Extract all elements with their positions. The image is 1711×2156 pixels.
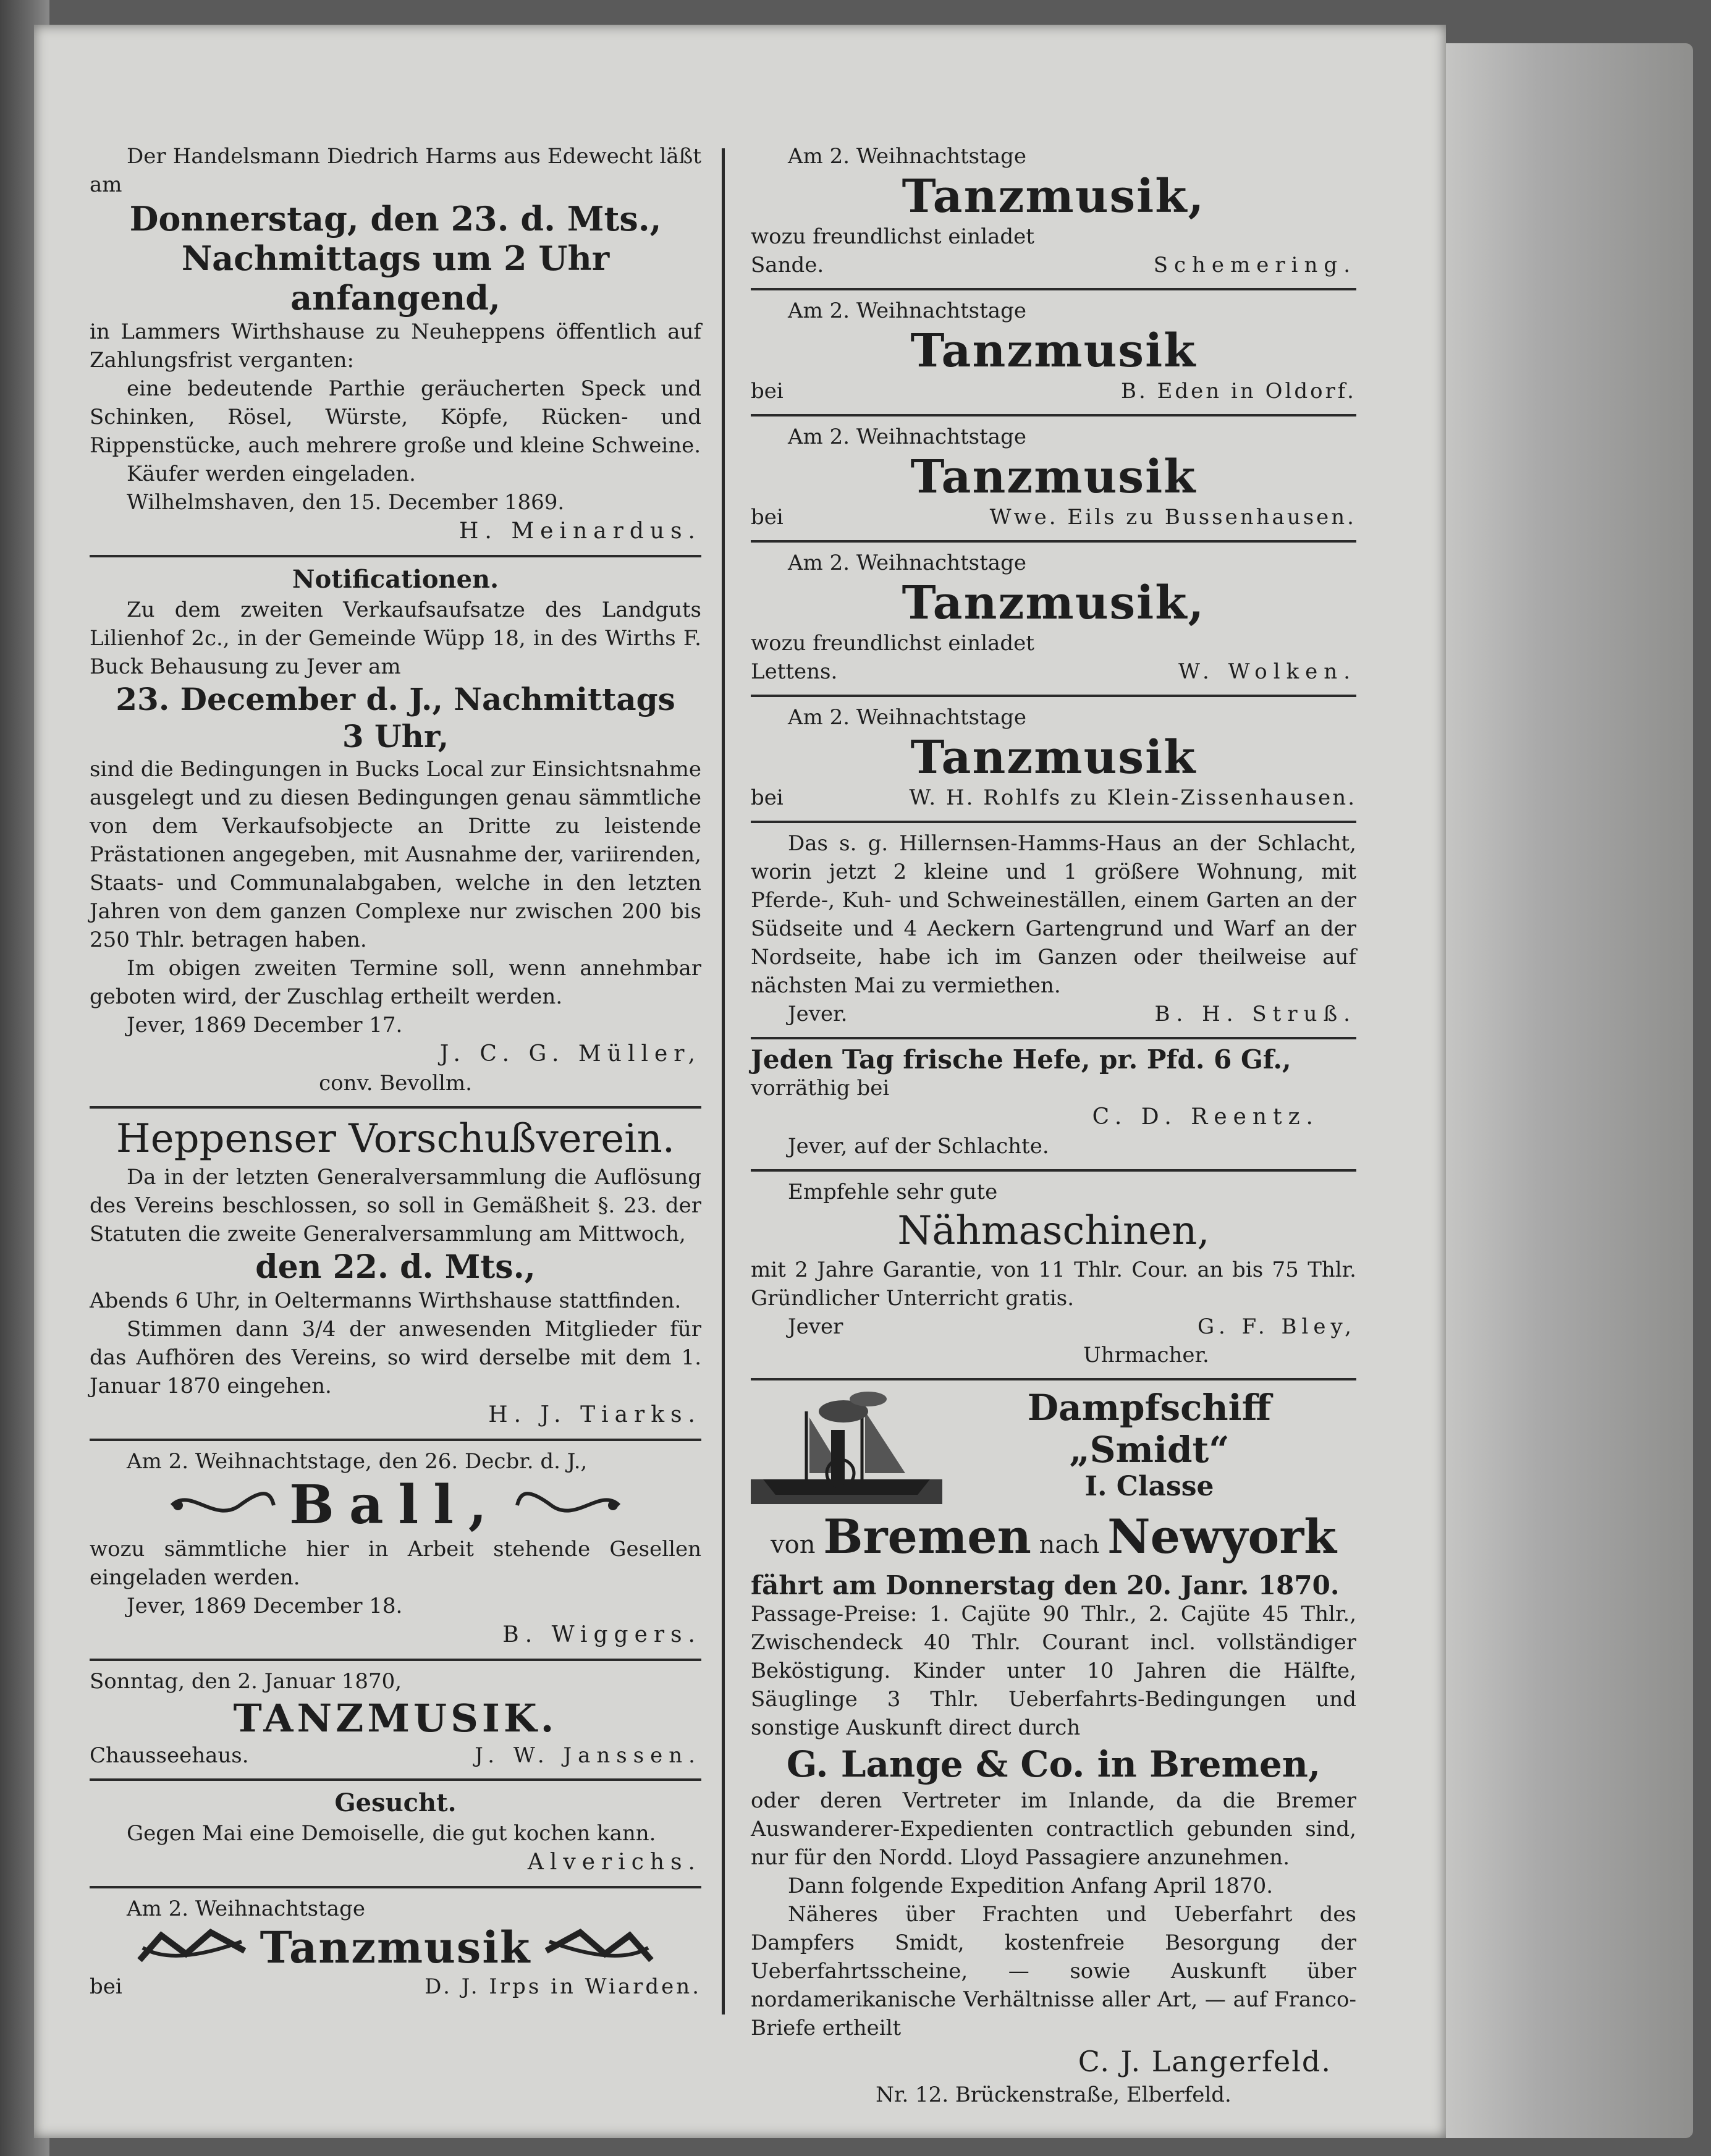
ad-place: Sande.	[751, 253, 824, 277]
ad-date: den 22. d. Mts.,	[255, 1248, 536, 1286]
ball-title-row	[90, 1476, 701, 1535]
ad-place: Jever	[788, 1314, 843, 1339]
ad-footer	[90, 1741, 701, 1770]
ad-date: 23. December d. J., Nachmittags	[116, 681, 675, 717]
steamer-next: Dann folgende Expedition Anfang April 1870.	[788, 1874, 1274, 1898]
ad-notificationen	[90, 557, 701, 1109]
steamer-prices: Passage-Preise: 1. Cajüte 90 Thlr., 2. Cajüte 45 Thlr., Zwischendeck 40 Thlr. Courant incl. vollständiger Beköstigung. Kinder unter 10 Jahren die Hälfte, Säuglinge 3 Thlr. Ueberfahrts-Bedingungen und sonstige Auskunft direct durch	[751, 1602, 1356, 1740]
ad-janssen	[90, 1661, 701, 1781]
ad-title: TANZMUSIK.	[233, 1696, 558, 1741]
ad-place-date: Jever, 1869 December 18.	[127, 1594, 403, 1618]
route-nach: nach	[1039, 1531, 1100, 1559]
left-column	[90, 136, 701, 2010]
flourish-left-icon	[166, 1481, 277, 1530]
steamer-header	[751, 1387, 1356, 1510]
ad-body: in Lammers Wirthshause zu Neuheppens öffentlich auf Zahlungsfrist verganten:	[90, 319, 701, 373]
steamer-name: „Smidt“	[1069, 1429, 1230, 1471]
ad-signature: Schemering.	[1153, 253, 1356, 277]
steamer-info: Näheres über Frachten und Ueberfahrt des Dampfers Smidt, kostenfreie Besorgung der Ueberfahrtsscheine, — sowie Auskunft über nordamerikanische Verhältnisse aller Art, — auf Franco-Briefe ertheilt	[751, 1902, 1356, 2040]
ad-intro: Sonntag, den 2. Januar 1870,	[90, 1669, 402, 1694]
ad-title: Tanzmusik	[910, 450, 1197, 504]
ad-body: Das s. g. Hillernsen-Hamms-Haus an der Schlacht, worin jetzt 2 kleine und 1 größere Wohnung, mit Pferde-, Kuh- und Schweineställen, einem Garten an der Südseite und 4 Aeckern Gartengrund und Warf an der Nordseite, habe ich im Ganzen oder theilweise auf nächsten Mai zu vermiethen.	[751, 831, 1356, 998]
ad-signature: Wwe. Eils zu Bussenhausen.	[989, 505, 1356, 530]
ad-body: sind die Bedingungen in Bucks Local zur Einsichtsnahme ausgelegt und zu diesen Bedingungen genau sämmtliche von dem Verkaufsobjecte an Dritte zu leistende Prästationen angegeben, mit Ausnahme der, variirenden, Staats- und Communalabgaben, welche in den letzten Jahren von dem ganzen Complexe nur zwischen 200 bis 250 Thlr. betragen haben.	[90, 757, 701, 952]
steamship-icon	[751, 1387, 942, 1510]
ad-body: eine bedeutende Parthie geräucherten Speck und Schinken, Rösel, Würste, Köpfe, Rücken- und Rippenstücke, auch mehrere große und kleine Schweine.	[90, 376, 701, 458]
ad-signature: Alverichs.	[527, 1850, 701, 1875]
ad-footer	[751, 657, 1356, 686]
right-column	[751, 136, 1356, 2118]
ad-title: Tanzmusik,	[902, 577, 1206, 630]
ad-body: vorräthig bei	[751, 1076, 890, 1101]
ad-title: Gesucht.	[334, 1788, 457, 1817]
ad-harms	[90, 136, 701, 557]
column-divider	[722, 148, 725, 2014]
ad-date: Donnerstag, den 23. d. Mts.,	[129, 199, 662, 239]
ad-title: Jeden Tag frische Hefe, pr. Pfd. 6 Gf.,	[751, 1044, 1291, 1075]
ad-title: Tanzmusik	[260, 1922, 531, 1973]
ad-signature: W. Wolken.	[1178, 659, 1356, 684]
ad-body: wozu freundlichst einladet	[751, 224, 1034, 249]
ad-signature: D. J. Irps in Wiarden.	[425, 1974, 701, 1999]
ornament-left-icon	[137, 1923, 248, 1972]
ad-footer	[751, 503, 1356, 531]
ad-dampfschiff	[751, 1380, 1356, 2118]
steamer-route	[751, 1510, 1356, 1571]
ad-title: Tanzmusik	[910, 324, 1197, 378]
ad-footer	[751, 784, 1356, 812]
ad-intro: Am 2. Weihnachtstage	[788, 144, 1026, 169]
steamer-agents: oder deren Vertreter im Inlande, da die Bremer Auswanderer-Expedienten contractlich gebunden sind, nur für den Nordd. Lloyd Passagiere anzunehmen.	[751, 1788, 1356, 1870]
irps-title-row	[90, 1923, 701, 1972]
ad-bei: bei	[90, 1974, 122, 1999]
ad-place-date: Jever, 1869 December 17.	[127, 1013, 403, 1038]
steamer-line1: Dampfschiff	[1027, 1387, 1272, 1429]
page-edges	[1434, 43, 1693, 2138]
ad-tanzmusik-rohlfs	[751, 697, 1356, 823]
route-to: Newyork	[1107, 1509, 1337, 1564]
ornament-right-icon	[543, 1923, 654, 1972]
ad-body: Stimmen dann 3/4 der anwesenden Mitglieder für das Aufhören des Vereins, so wird derselbe mit dem 1. Januar 1870 eingehen.	[90, 1317, 701, 1398]
route-von: von	[771, 1531, 816, 1559]
ad-footer	[751, 1000, 1356, 1028]
ad-bei: bei	[751, 379, 784, 404]
ad-body: Gegen Mai eine Demoiselle, die gut kochen kann.	[127, 1821, 656, 1846]
ad-place: Jever, auf der Schlachte.	[788, 1134, 1049, 1159]
ad-place: Jever.	[788, 1002, 848, 1026]
ad-title: Notificationen.	[292, 565, 499, 594]
ad-ball	[90, 1441, 701, 1661]
ad-place: Lettens.	[751, 659, 838, 684]
ad-time: Nachmittags um 2 Uhr anfangend,	[181, 239, 610, 318]
ad-intro: Am 2. Weihnachtstage	[788, 551, 1026, 575]
ad-body: Da in der letzten Generalversammlung die Auflösung des Vereins beschlossen, so soll in Gemäßheit §. 23. der Statuten die zweite Generalversammlung am Mittwoch,	[90, 1165, 701, 1246]
ad-intro: Am 2. Weihnachtstage	[788, 298, 1026, 323]
ad-footer	[751, 251, 1356, 279]
ad-signature: G. F. Bley,	[1198, 1314, 1356, 1339]
ad-signature: J. W. Janssen.	[475, 1743, 701, 1768]
ad-bei: bei	[751, 505, 784, 530]
ad-vorschussverein	[90, 1109, 701, 1441]
ad-body: wozu freundlichst einladet	[751, 631, 1034, 656]
ad-naehmaschinen	[751, 1172, 1356, 1380]
ad-place: Chausseehaus.	[90, 1743, 249, 1768]
ad-footer	[751, 1313, 1356, 1341]
ad-footer	[751, 377, 1356, 405]
ad-tanzmusik-eden	[751, 290, 1356, 416]
steamer-company: G. Lange & Co. in Bremen,	[786, 1743, 1321, 1785]
steamer-titles	[942, 1387, 1356, 1503]
ad-title: Tanzmusik,	[902, 170, 1206, 223]
ad-intro: Empfehle sehr gute	[788, 1180, 998, 1204]
ad-body: Käufer werden eingeladen.	[127, 462, 416, 486]
ad-body: Abends 6 Uhr, in Oeltermanns Wirthshause stattfinden.	[90, 1288, 682, 1313]
route-from: Bremen	[823, 1509, 1031, 1564]
ad-title: Nähmaschinen,	[897, 1208, 1210, 1254]
ad-intro: Am 2. Weihnachtstage	[127, 1896, 365, 1921]
ad-body: Im obigen zweiten Termine soll, wenn annehmbar geboten wird, der Zuschlag ertheilt werden.	[90, 956, 701, 1009]
ad-signature: W. H. Rohlfs zu Klein-Zissenhausen.	[909, 785, 1356, 810]
ad-role: Uhrmacher.	[1083, 1343, 1209, 1368]
ad-signature: J. C. G. Müller,	[439, 1041, 701, 1067]
ad-tanzmusik-eils	[751, 416, 1356, 543]
ad-signature: B. H. Struß.	[1154, 1002, 1356, 1026]
ad-signature: H. J. Tiarks.	[488, 1402, 701, 1427]
ad-irps	[90, 1888, 701, 2010]
ad-body: mit 2 Jahre Garantie, von 11 Thlr. Cour. an bis 75 Thlr. Gründlicher Unterricht gratis.	[751, 1258, 1356, 1311]
ad-title: Ball,	[289, 1474, 502, 1536]
ad-signature: C. D. Reentz.	[1092, 1104, 1319, 1130]
ad-signature: H. Meinardus.	[459, 518, 701, 544]
ad-signature: B. Eden in Oldorf.	[1120, 379, 1356, 404]
ad-intro: Am 2. Weihnachtstage, den 26. Decbr. d. J.,	[127, 1449, 588, 1474]
ad-body: Zu dem zweiten Verkaufsaufsatze des Landguts Lilienhof 2c., in der Gemeinde Wüpp 18, in des Wirths F. Buck Behausung zu Jever am	[90, 598, 701, 679]
steamer-address: Nr. 12. Brückenstraße, Elberfeld.	[876, 2082, 1231, 2107]
ad-intro: Am 2. Weihnachtstage	[788, 425, 1026, 449]
ad-role: conv. Bevollm.	[319, 1071, 472, 1096]
ad-body: wozu sämmtliche hier in Arbeit stehende Gesellen eingeladen werden.	[90, 1537, 701, 1590]
ad-gesucht	[90, 1781, 701, 1888]
ad-place-date: Wilhelmshaven, den 15. December 1869.	[127, 490, 565, 515]
newspaper-page	[34, 25, 1446, 2138]
steamer-class: I. Classe	[1084, 1471, 1214, 1502]
ad-tanzmusik-wolken	[751, 543, 1356, 697]
ad-title: Heppenser Vorschußverein.	[116, 1116, 675, 1162]
ad-signature: C. J. Langerfeld.	[1078, 2045, 1332, 2078]
ad-signature: B. Wiggers.	[502, 1622, 701, 1647]
ad-bei: bei	[751, 785, 784, 810]
ad-title: Tanzmusik	[910, 731, 1197, 784]
ad-haus	[751, 823, 1356, 1039]
ad-hefe	[751, 1039, 1356, 1172]
ad-intro: Am 2. Weihnachtstage	[788, 705, 1026, 730]
flourish-right-icon	[514, 1481, 625, 1530]
steamer-departure: fährt am Donnerstag den 20. Janr. 1870.	[751, 1570, 1340, 1600]
ad-time: 3 Uhr,	[342, 718, 449, 755]
ad-footer	[90, 1972, 701, 2001]
ad-intro: Der Handelsmann Diedrich Harms aus Edewecht läßt am	[90, 144, 701, 197]
ad-tanzmusik-schemering	[751, 136, 1356, 290]
